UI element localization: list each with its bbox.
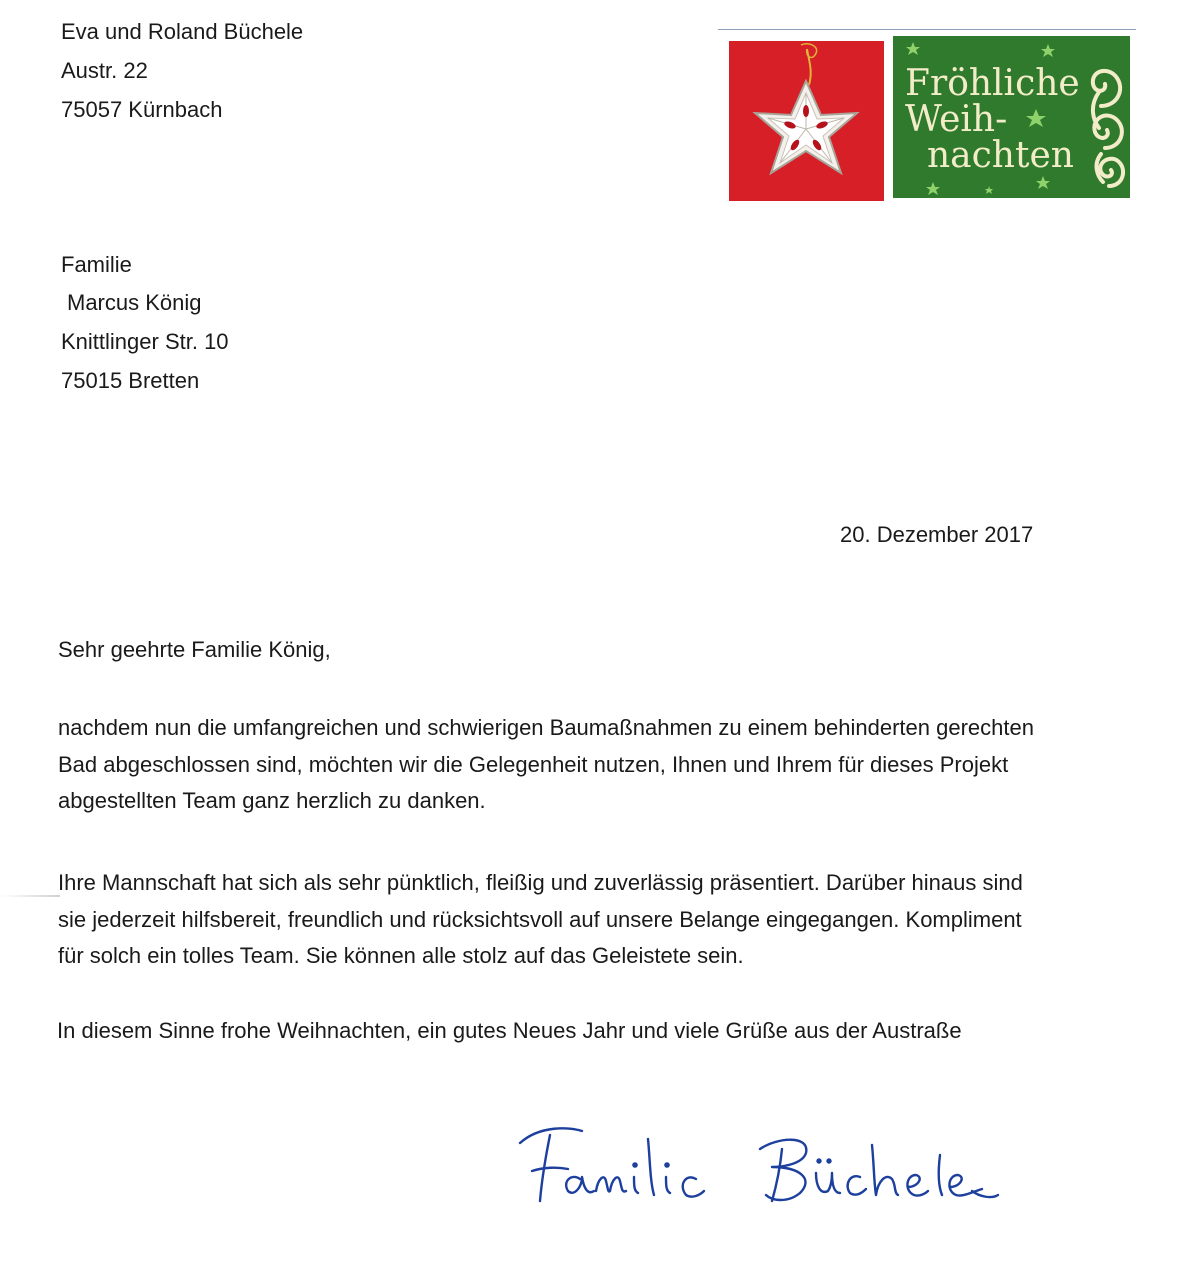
scan-artifact — [0, 895, 60, 897]
banner-line-1: Fröhliche — [905, 63, 1080, 104]
body-paragraph-2 — [58, 865, 1178, 975]
paragraph-2-line: für solch ein tolles Team. Sie können alle stolz auf das Geleistete sein. — [58, 943, 744, 968]
banner-red-panel — [729, 41, 884, 201]
sender-city: 75057 Kürnbach — [61, 97, 223, 122]
paragraph-2-line: sie jederzeit hilfsbereit, freundlich und rücksichtsvoll auf unsere Belange eingegangen. Kompliment — [58, 906, 1022, 932]
paragraph-1-line: Bad abgeschlossen sind, möchten wir die Gelegenheit nutzen, Ihnen und Ihrem für dieses Projekt — [58, 751, 1009, 777]
sender-street: Austr. 22 — [61, 58, 148, 83]
paragraph-1-line: nachdem nun die umfangreichen und schwierigen Baumaßnahmen zu einem behinderten gerechten — [58, 715, 1034, 740]
body-paragraph-1 — [58, 710, 1178, 820]
recipient-street: Knittlinger Str. 10 — [61, 329, 229, 354]
paragraph-2-line: Ihre Mannschaft hat sich als sehr pünktlich, fleißig und zuverlässig präsentiert. Darüber hinaus sind — [58, 870, 1023, 895]
paragraph-1-line: abgestellten Team ganz herzlich zu danken. — [58, 788, 486, 813]
salutation: Sehr geehrte Familie König, — [58, 637, 331, 662]
recipient-line-2: Marcus König — [67, 290, 202, 315]
recipient-city: 75015 Bretten — [61, 368, 200, 393]
recipient-line-1: Familie — [61, 252, 132, 277]
closing-line: In diesem Sinne frohe Weihnachten, ein gutes Neues Jahr und viele Grüße aus der Austraße — [57, 1018, 962, 1043]
banner-green-panel — [893, 36, 1130, 198]
letter-date: 20. Dezember 2017 — [840, 522, 1034, 547]
banner-line-3: nachten — [927, 135, 1074, 176]
banner-line-2: Weih- — [905, 99, 1008, 140]
star-ornament-icon — [729, 41, 884, 201]
sender-name: Eva und Roland Büchele — [61, 19, 304, 44]
banner-top-rule — [718, 29, 1136, 30]
handwritten-signature — [510, 1115, 1010, 1225]
